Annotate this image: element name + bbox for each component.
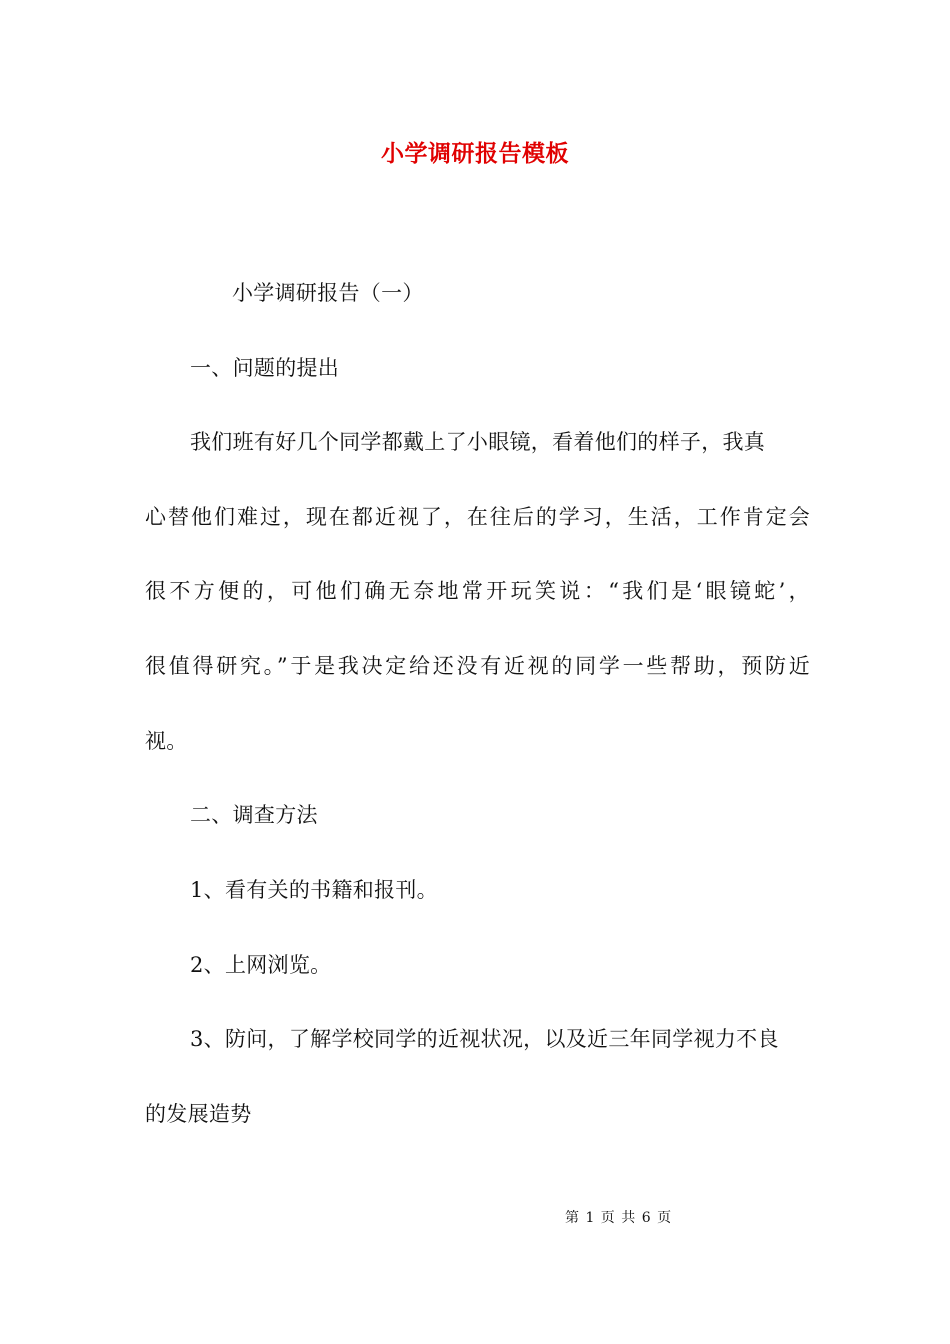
section-heading-methods: 二、调查方法 (190, 803, 318, 827)
report-subtitle: 小学调研报告（一） (232, 281, 424, 305)
paragraph-line: 视。 (145, 729, 188, 753)
paragraph-line: 心替他们难过，现在都近视了，在往后的学习，生活，工作肯定会 (145, 505, 810, 529)
paragraph-line: 很值得研究。”于是我决定给还没有近视的同学一些帮助，预防近 (145, 654, 810, 678)
document-title: 小学调研报告模板 (381, 140, 569, 167)
paragraph-line: 很不方便的，可他们确无奈地常开玩笑说：“我们是‘眼镜蛇’， (145, 579, 810, 603)
method-item: 1、看有关的书籍和报刊。 (190, 878, 438, 902)
section-heading-problem: 一、问题的提出 (190, 356, 340, 380)
method-item-continuation: 的发展造势 (145, 1102, 252, 1126)
page-number: 第 1 页 共 6 页 (565, 1210, 673, 1226)
method-item: 3、防问，了解学校同学的近视状况，以及近三年同学视力不良 (190, 1027, 779, 1051)
paragraph-line: 我们班有好几个同学都戴上了小眼镜，看着他们的样子，我真 (190, 430, 766, 454)
method-item: 2、上网浏览。 (190, 953, 332, 977)
